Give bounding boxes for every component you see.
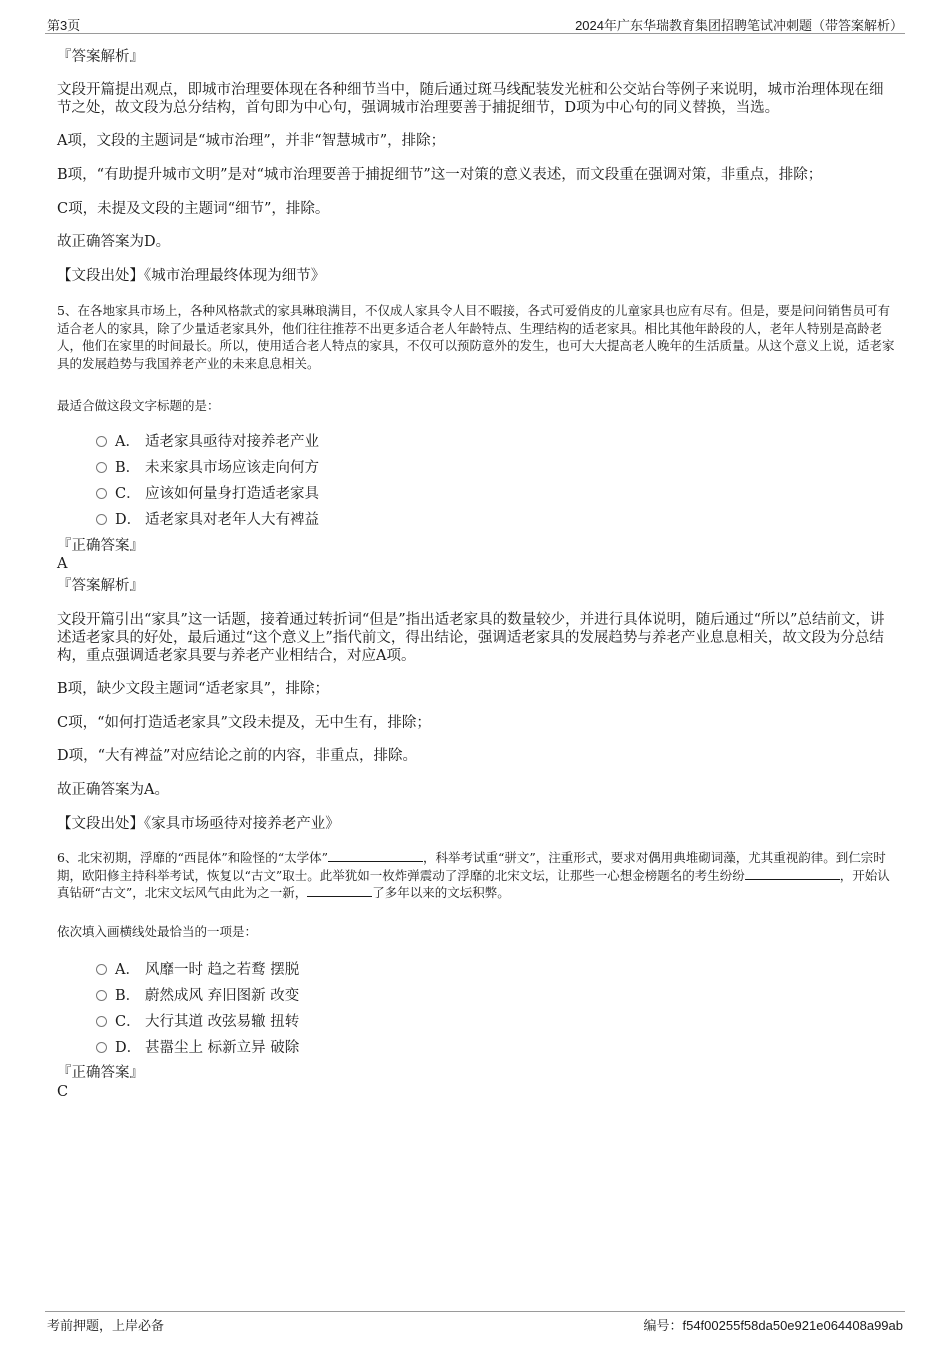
radio-icon[interactable] (96, 488, 107, 499)
q6-prompt: 依次填入画横线处最恰当的一项是： (57, 924, 258, 939)
q4-analysis-text: 文段开篇提出观点，即城市治理要体现在各种细节当中，随后通过斑马线配装发光桩和公交站台等例子来说明，城市治理体现在细节之处，故文段为总分结构，首句即为中心句，强调城市治理要善于捕捉细节，D项为中心句的同义替换，当选。 (57, 82, 884, 116)
footer-code: 编号：f54f00255f58da50e921e064408a99ab (643, 1318, 903, 1333)
q6-option-a[interactable]: A． 风靡一时 趋之若鹜 摆脱 (96, 958, 299, 979)
q5-option-b[interactable]: B． 未来家具市场应该走向何方 (96, 456, 319, 477)
q5-option-d[interactable]: D． 适老家具对老年人大有裨益 (96, 508, 319, 529)
q5-option-c[interactable]: C． 应该如何量身打造适老家具 (96, 482, 319, 503)
radio-icon[interactable] (96, 1042, 107, 1053)
radio-icon[interactable] (96, 964, 107, 975)
q6-stem (57, 849, 897, 902)
fill-blank-2[interactable] (745, 867, 840, 880)
q6-answer: C (57, 1084, 69, 1100)
q4-point-b: B项，“有助提升城市文明”是对“城市治理要善于捕捉细节”这一对策的意义表述，而文段重在强调对策，非重点，排除； (57, 167, 823, 183)
fill-blank-1[interactable] (328, 849, 423, 862)
q6-stem-part3: ，开始认真钻研“古文”，北宋文坛风气由此为之一新， (57, 867, 890, 900)
document-title: 2024年广东华瑞教育集团招聘笔试冲刺题（带答案解析） (575, 18, 903, 33)
q5-analysis-text: 文段开篇引出“家具”这一话题，接着通过转折词“但是”指出适老家具的数量较少，并进行具体说明，随后通过“所以”总结前文，讲述适老家具的好处，最后通过“这个意义上”指代前文，得出结论，强调适老家具的发展趋势与养老产业息息相关，故文段为分总结构，重点强调适老家具要与养老产业相结合，对应A项。 (57, 612, 885, 664)
q4-source: 【文段出处】《城市治理最终体现为细节》 (57, 268, 326, 284)
fill-blank-3[interactable] (307, 884, 372, 897)
q6-stem-part2: ，科举考试重“骈文”，注重形式，要求对偶用典堆砌词藻，尤其重视韵律。到仁宗时期，欧阳修主持科举考试，恢复以“古文”取士。此举犹如一枚炸弹震动了浮靡的北宋文坛，让那些一心想金榜题名的考生纷纷 (57, 850, 886, 883)
radio-icon[interactable] (96, 990, 107, 1001)
radio-icon[interactable] (96, 514, 107, 525)
q5-point-c: C项，“如何打造适老家具”文段未提及，无中生有，排除； (57, 715, 431, 731)
page-header (45, 13, 905, 34)
q5-option-a[interactable]: A． 适老家具亟待对接养老产业 (96, 430, 319, 451)
q5-stem: 5、在各地家具市场上，各种风格款式的家具琳琅满目，不仅成人家具令人目不暇接，各式可爱俏皮的儿童家具也应有尽有。但是，要是问问销售员可有适合老人的家具，除了少量适老家具外，他们往往推荐不出更多适合老人年龄特点、生理结构的适老家具。相比其他年龄段的人，老年人特别是高龄老人，他们在家里的时间最长。所以，使用适合老人特点的家具，不仅可以预防意外的发生，也可大大提高老人晚年的生活质量。从这个意义上说，适老家具的发展趋势与我国养老产业的未来息息相关。 (57, 303, 895, 371)
q5-answer-label: 『正确答案』 (57, 538, 144, 554)
page-footer (45, 1311, 905, 1334)
q6-option-c[interactable]: C． 大行其道 改弦易辙 扭转 (96, 1010, 299, 1031)
q6-option-d[interactable]: D． 甚嚣尘上 标新立异 破除 (96, 1036, 299, 1057)
q5-point-b: B项，缺少文段主题词“适老家具”，排除； (57, 681, 329, 697)
radio-icon[interactable] (96, 436, 107, 447)
q4-point-c: C项，未提及文段的主题词“细节”，排除。 (57, 201, 330, 217)
q5-prompt: 最适合做这段文字标题的是： (57, 398, 220, 413)
page-number: 第3页 (47, 18, 81, 33)
q4-conclusion: 故正确答案为D。 (57, 234, 171, 250)
q4-point-a: A项，文段的主题词是“城市治理”，并非“智慧城市”，排除； (57, 133, 446, 149)
q5-point-d: D项，“大有裨益”对应结论之前的内容，非重点，排除。 (57, 748, 417, 764)
q5-answer: A (57, 556, 68, 572)
q5-analysis-label: 『答案解析』 (57, 578, 144, 594)
q6-stem-part4: 了多年以来的文坛积弊。 (372, 885, 510, 900)
q6-answer-label: 『正确答案』 (57, 1065, 144, 1081)
radio-icon[interactable] (96, 462, 107, 473)
radio-icon[interactable] (96, 1016, 107, 1027)
q6-stem-part1: 6、北宋初期，浮靡的“西昆体”和险怪的“太学体” (57, 850, 329, 865)
footer-slogan: 考前押题，上岸必备 (47, 1318, 165, 1333)
q5-source: 【文段出处】《家具市场亟待对接养老产业》 (57, 816, 340, 832)
q4-analysis-label: 『答案解析』 (57, 49, 144, 65)
q5-conclusion: 故正确答案为A。 (57, 782, 169, 798)
q6-option-b[interactable]: B． 蔚然成风 弃旧图新 改变 (96, 984, 299, 1005)
